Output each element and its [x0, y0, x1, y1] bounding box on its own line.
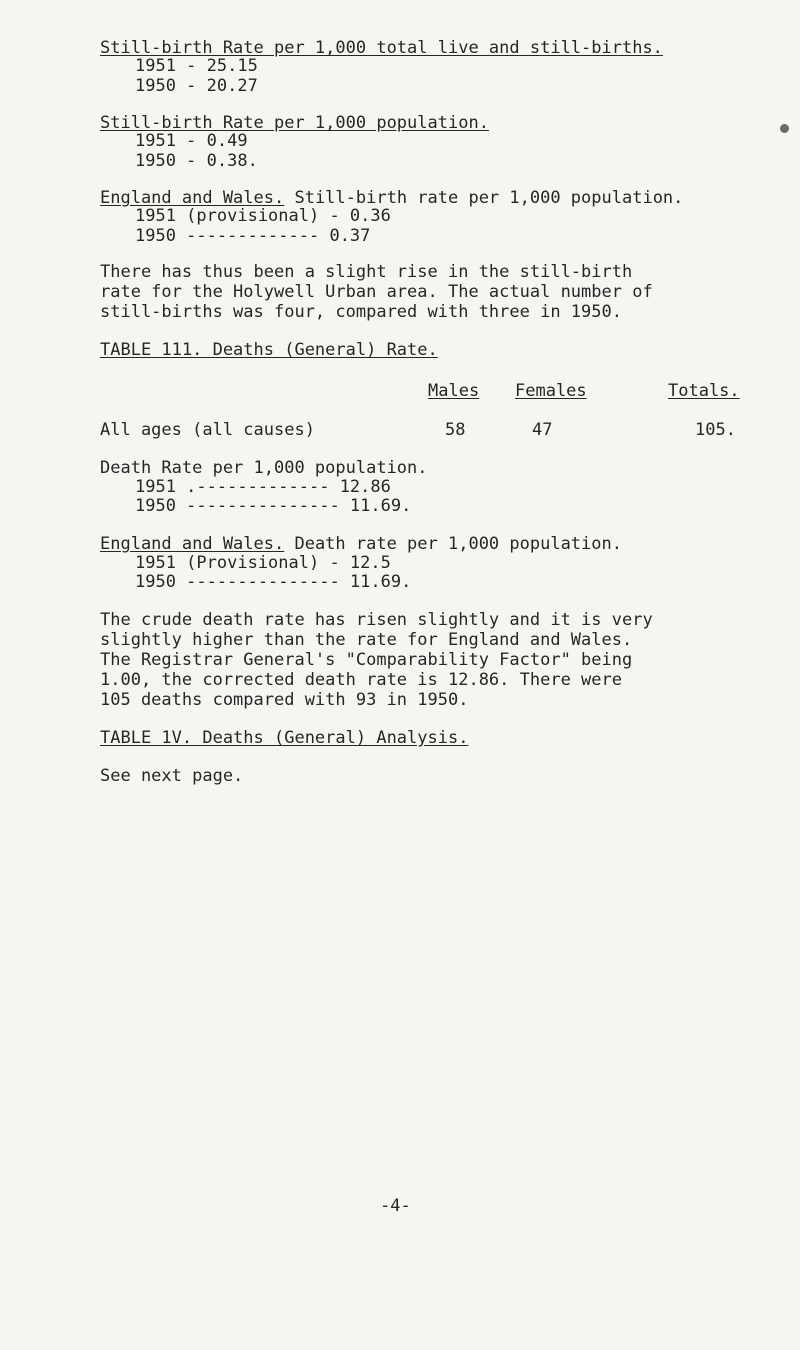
stillbirth-pop-row-1950: 1950 - 0.38. [135, 151, 258, 171]
para1-line-2: rate for the Holywell Urban area. The actual number of [100, 282, 653, 302]
death-rate-heading: Death Rate per 1,000 population. [100, 458, 428, 478]
death-rate-row-1951: 1951 .------------- 12.86 [135, 477, 391, 497]
margin-speck [780, 124, 789, 133]
england-death-row-1951: 1951 (Provisional) - 12.5 [135, 553, 391, 573]
england-still-heading-rest: Still-birth rate per 1,000 population. [284, 188, 684, 208]
stillbirth-live-row-1950: 1950 - 20.27 [135, 76, 258, 96]
para2-line-2: slightly higher than the rate for England and Wales. [100, 630, 633, 650]
table3-header-males: Males [428, 381, 480, 401]
stillbirth-live-heading: Still-birth Rate per 1,000 total live and still-births. [100, 38, 663, 58]
england-death-heading-rest: Death rate per 1,000 population. [284, 534, 622, 554]
table3-title: TABLE 111. Deaths (General) Rate. [100, 340, 438, 360]
table4-note: See next page. [100, 766, 244, 786]
para1-line-1: There has thus been a slight rise in the still-birth [100, 262, 633, 282]
table3-header-totals: Totals. [668, 381, 740, 401]
para2-line-4: 1.00, the corrected death rate is 12.86. There were [100, 670, 622, 690]
england-death-heading-underlined: England and Wales. [100, 534, 285, 554]
stillbirth-pop-heading: Still-birth Rate per 1,000 population. [100, 113, 489, 133]
para2-line-3: The Registrar General's "Comparability Factor" being [100, 650, 633, 670]
table3-value-males: 58 [445, 420, 466, 440]
table3-value-totals: 105. [695, 420, 736, 440]
england-still-heading-underlined: England and Wales. [100, 188, 285, 208]
england-death-heading [100, 534, 622, 554]
stillbirth-pop-row-1951: 1951 - 0.49 [135, 131, 248, 151]
table3-header-females: Females [515, 381, 587, 401]
para2-line-1: The crude death rate has risen slightly and it is very [100, 610, 653, 630]
para2-line-5: 105 deaths compared with 93 in 1950. [100, 690, 469, 710]
death-rate-row-1950: 1950 --------------- 11.69. [135, 496, 412, 516]
table3-value-females: 47 [532, 420, 553, 440]
table3-row-label: All ages (all causes) [100, 420, 315, 440]
england-death-row-1950: 1950 --------------- 11.69. [135, 572, 412, 592]
stillbirth-live-row-1951: 1951 - 25.15 [135, 56, 258, 76]
page-number: -4- [380, 1196, 411, 1216]
para1-line-3: still-births was four, compared with three in 1950. [100, 302, 622, 322]
table4-title: TABLE 1V. Deaths (General) Analysis. [100, 728, 469, 748]
england-still-row-1951: 1951 (provisional) - 0.36 [135, 206, 391, 226]
england-still-row-1950: 1950 ------------- 0.37 [135, 226, 371, 246]
england-still-heading [100, 188, 683, 208]
